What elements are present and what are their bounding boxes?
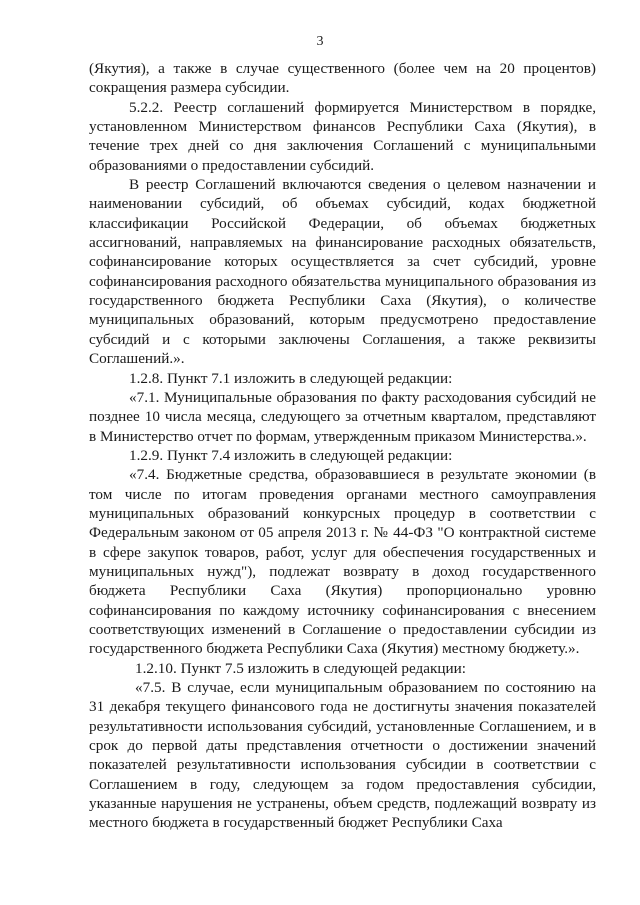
paragraph-1-2-9: 1.2.9. Пункт 7.4 изложить в следующей редакции: [129,446,453,464]
paragraph-1-2-8: 1.2.8. Пункт 7.1 изложить в следующей редакции: [129,369,453,387]
paragraph-registry-info: В реестр Соглашений включаются сведения о целевом назначении и наименовании субсидий, об объемах субсидий, кодах бюджетной классификации Российской Федерации, об объемах бюджетных ассигнований, направляемых на финансирование расходных обязательств, софинансирование которых осуществляется за счет субсидий, уровне софинансирования расходного обязательства муниципального образования из государственного бюджета Республики Саха (Якутия), о количестве муниципальных образований, которым предусмотрено предоставление субсидий и с которыми заключены Соглашения, а также реквизиты Соглашений.». [89,176,596,368]
paragraph-1-2-10: 1.2.10. Пункт 7.5 изложить в следующей редакции: [135,659,466,677]
paragraph-continuation: (Якутия), а также в случае существенного (более чем на 20 процентов) сокращения размера субсидии. [89,60,596,97]
page-number: 3 [316,34,324,49]
document-body [89,59,596,833]
paragraph-7-5: «7.5. В случае, если муниципальным образованием по состоянию на 31 декабря текущего финансового года не достигнуты значения показателей результативности использования субсидий, установленные Соглашением, и в срок до первой даты представления отчетности о достижении значений показателей результативности использования субсидии в соответствии с Соглашением в году, следующем за годом предоставления субсидии, указанные нарушения не устранены, объем средств, подлежащий возврату из местного бюджета в государственный бюджет Республики Саха [89,679,596,832]
paragraph-7-1: «7.1. Муниципальные образования по факту расходования субсидий не позднее 10 числа месяца, следующего за отчетным кварталом, представляют в Министерство отчет по формам, утвержденным приказом Министерства.». [89,388,596,445]
paragraph-7-4: «7.4. Бюджетные средства, образовавшиеся в результате экономии (в том числе по итогам проведения органами местного самоуправления муниципальных образований конкурсных процедур в соответствии с Федеральным законом от 05 апреля 2013 г. № 44-ФЗ "О контрактной системе в сфере закупок товаров, работ, услуг для обеспечения государственных и муниципальных нужд"), подлежат возврату в доход государственного бюджета Республики Саха (Якутия) пропорционально уровню софинансирования по каждому источнику софинансирования с внесением соответствующих изменений в Соглашение о предоставлении субсидии из государственного бюджета Республики Саха (Якутия) местному бюджету.». [89,466,596,658]
paragraph-5-2-2: 5.2.2. Реестр соглашений формируется Министерством в порядке, установленном Министерством финансов Республики Саха (Якутия), в течение трех дней со дня заключения Соглашений с муниципальными образованиями о предоставлении субсидий. [89,98,596,174]
